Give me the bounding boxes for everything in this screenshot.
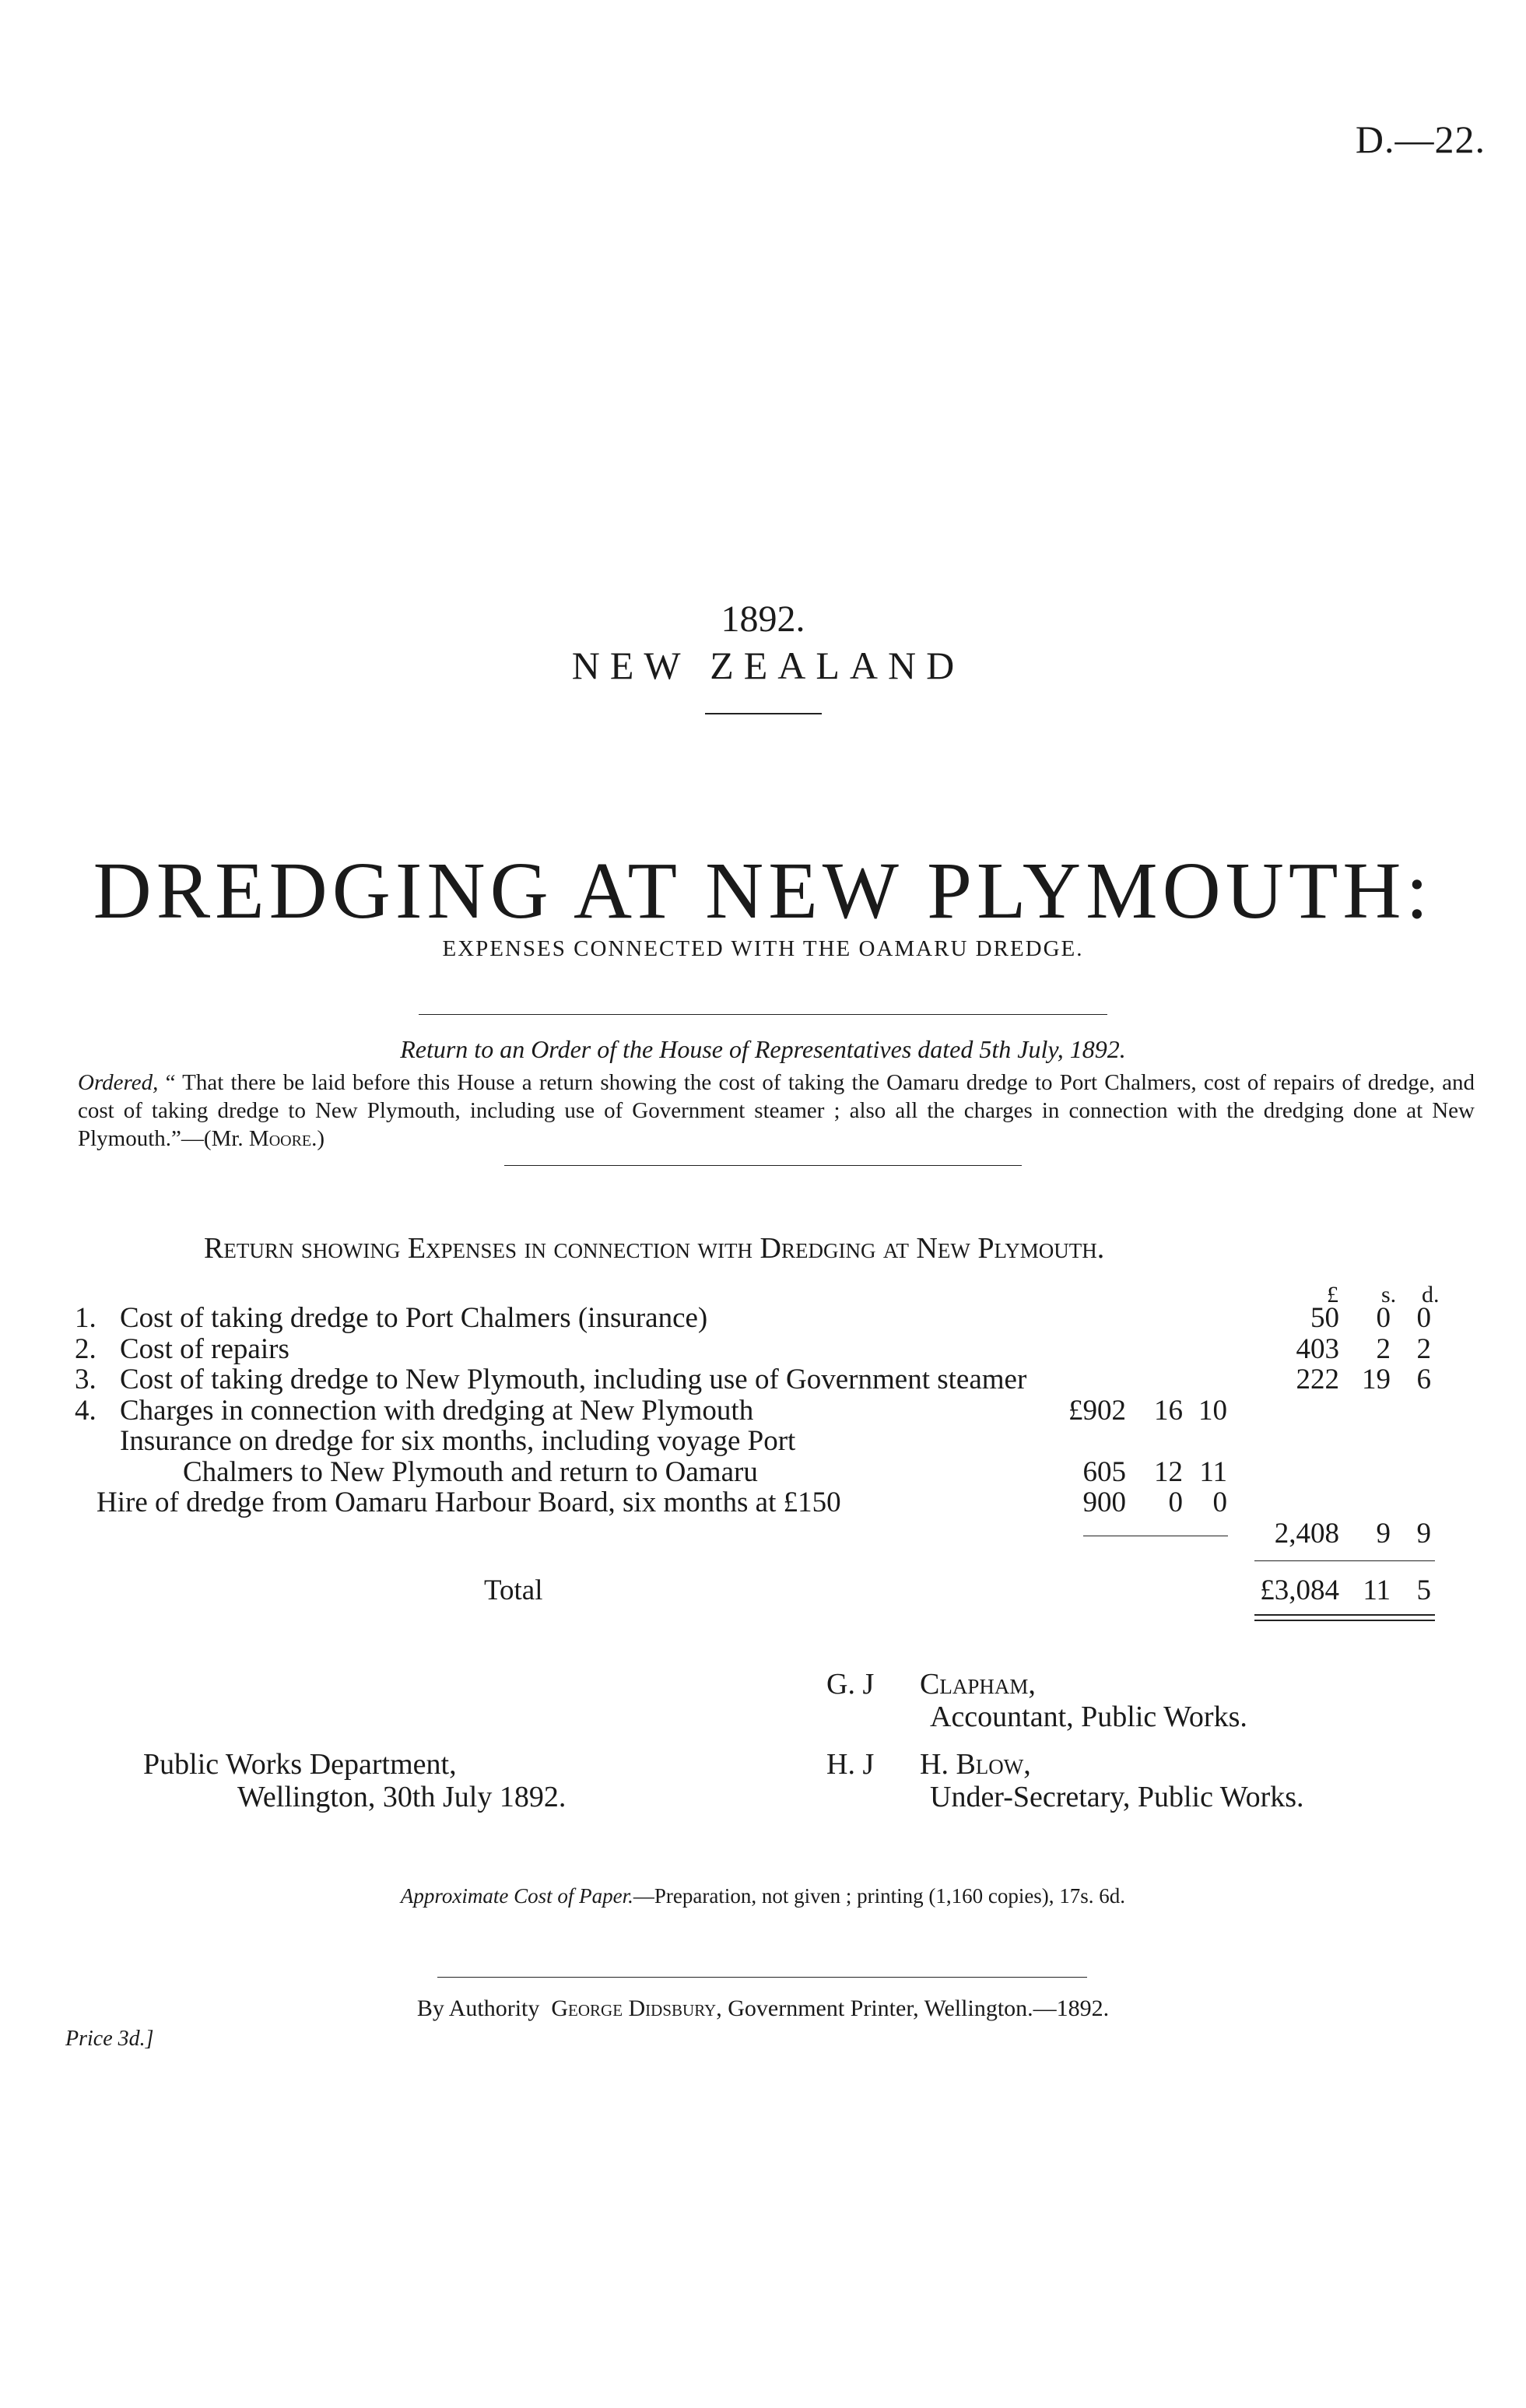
- cost-text: —Preparation, not given ; printing (1,160 copies), 17s. 6d.: [633, 1884, 1126, 1908]
- authority-lead: By Authority: [416, 1996, 540, 2021]
- ordered-member: Moore: [248, 1126, 312, 1151]
- document-subtitle: EXPENSES CONNECTED WITH THE OAMARU DREDGE.: [442, 936, 1084, 961]
- sub-row-description: Hire of dredge from Oamaru Harbour Board, six months at £150: [96, 1487, 841, 1518]
- inner-pence: 10: [1198, 1395, 1227, 1427]
- inner-pounds: 900: [1082, 1487, 1126, 1518]
- row-pence: 0: [1416, 1302, 1431, 1334]
- inner-pounds: 605: [1082, 1456, 1126, 1488]
- total-rule: [1254, 1614, 1435, 1616]
- col-pounds: £: [1327, 1282, 1338, 1308]
- country: NEW ZEALAND: [571, 644, 965, 687]
- col-pence: d.: [1422, 1282, 1440, 1308]
- row-shillings: 19: [1362, 1364, 1391, 1395]
- signatory-initials: G. J: [826, 1668, 875, 1701]
- sub-row-description: Insurance on dredge for six months, including voyage Port: [120, 1425, 796, 1457]
- divider: [705, 713, 822, 714]
- sub-row-description-cont: Chalmers to New Plymouth and return to Oamaru: [183, 1456, 758, 1488]
- divider: [504, 1165, 1022, 1166]
- signatory-name: H. Blow,: [920, 1748, 1031, 1781]
- total-rule: [1254, 1620, 1435, 1621]
- row-number: 2.: [75, 1333, 96, 1365]
- row-pounds: 403: [1296, 1333, 1339, 1365]
- signatory-title: Under-Secretary, Public Works.: [930, 1781, 1304, 1813]
- row-shillings: 2: [1376, 1333, 1391, 1365]
- ordered-lead: Ordered,: [78, 1070, 159, 1095]
- authority-rest: Government Printer, Wellington.—1892.: [721, 1996, 1110, 2021]
- row-description: Charges in connection with dredging at New Plymouth: [120, 1395, 754, 1427]
- total-shillings: 11: [1363, 1574, 1391, 1606]
- row-number: 1.: [75, 1302, 96, 1334]
- return-heading: Return showing Expenses in connection with Dredging at New Plymouth.: [204, 1232, 1105, 1265]
- total-label: Total: [484, 1574, 543, 1606]
- subtotal-pounds: 2,408: [1274, 1518, 1339, 1550]
- col-shillings: s.: [1381, 1282, 1397, 1308]
- total-pounds: £3,084: [1260, 1574, 1339, 1606]
- printer-name: George Didsbury,: [551, 1996, 722, 2021]
- year: 1892.: [721, 598, 805, 640]
- inner-shillings: 16: [1154, 1395, 1183, 1427]
- row-description: Cost of taking dredge to Port Chalmers (insurance): [120, 1302, 708, 1334]
- row-pounds: 222: [1296, 1364, 1339, 1395]
- subtotal-pence: 9: [1416, 1518, 1431, 1550]
- cost-label: Approximate Cost of Paper.: [400, 1884, 633, 1908]
- subtotal-shillings: 9: [1376, 1518, 1391, 1550]
- ordered-paragraph: [78, 1069, 1475, 1153]
- divider: [437, 1977, 1087, 1978]
- inner-pence: 11: [1199, 1456, 1227, 1488]
- row-number: 4.: [75, 1395, 96, 1427]
- row-pence: 2: [1416, 1333, 1431, 1365]
- signatory-title: Accountant, Public Works.: [930, 1701, 1247, 1733]
- document-title: DREDGING AT NEW PLYMOUTH:: [93, 846, 1433, 935]
- row-description: Cost of taking dredge to New Plymouth, including use of Government steamer: [120, 1364, 1027, 1395]
- printer-authority: [0, 1996, 1526, 2022]
- inner-shillings: 0: [1168, 1487, 1183, 1518]
- price: Price 3d.]: [65, 2027, 154, 2051]
- row-description: Cost of repairs: [120, 1333, 289, 1365]
- signatory-initials: H. J: [826, 1748, 875, 1781]
- signatory-name: Clapham,: [920, 1668, 1036, 1701]
- cost-of-paper: [0, 1884, 1526, 1908]
- inner-pounds: £902: [1068, 1395, 1126, 1427]
- document-reference: D.—22.: [1355, 118, 1486, 161]
- sum-rule: [1254, 1560, 1435, 1561]
- row-pence: 6: [1416, 1364, 1431, 1395]
- department-line: Public Works Department,: [143, 1748, 457, 1781]
- inner-pence: 0: [1212, 1487, 1227, 1518]
- row-pounds: 50: [1310, 1302, 1339, 1334]
- row-shillings: 0: [1376, 1302, 1391, 1334]
- inner-shillings: 12: [1154, 1456, 1183, 1488]
- total-pence: 5: [1416, 1574, 1431, 1606]
- divider: [419, 1014, 1107, 1015]
- ordered-end: .): [311, 1126, 325, 1151]
- ordered-text: “ That there be laid before this House a return showing the cost of taking the Oamaru dredge to Port Chalmers, cost of repairs of dredge, and cost of taking dredge to New Plymouth, including use of Government steamer ; also all the charges in connection with the dredging done at New Plymouth.”—(Mr.: [78, 1070, 1475, 1151]
- return-order-line: Return to an Order of the House of Representatives dated 5th July, 1892.: [400, 1035, 1126, 1063]
- row-number: 3.: [75, 1364, 96, 1395]
- department-date: Wellington, 30th July 1892.: [237, 1781, 567, 1813]
